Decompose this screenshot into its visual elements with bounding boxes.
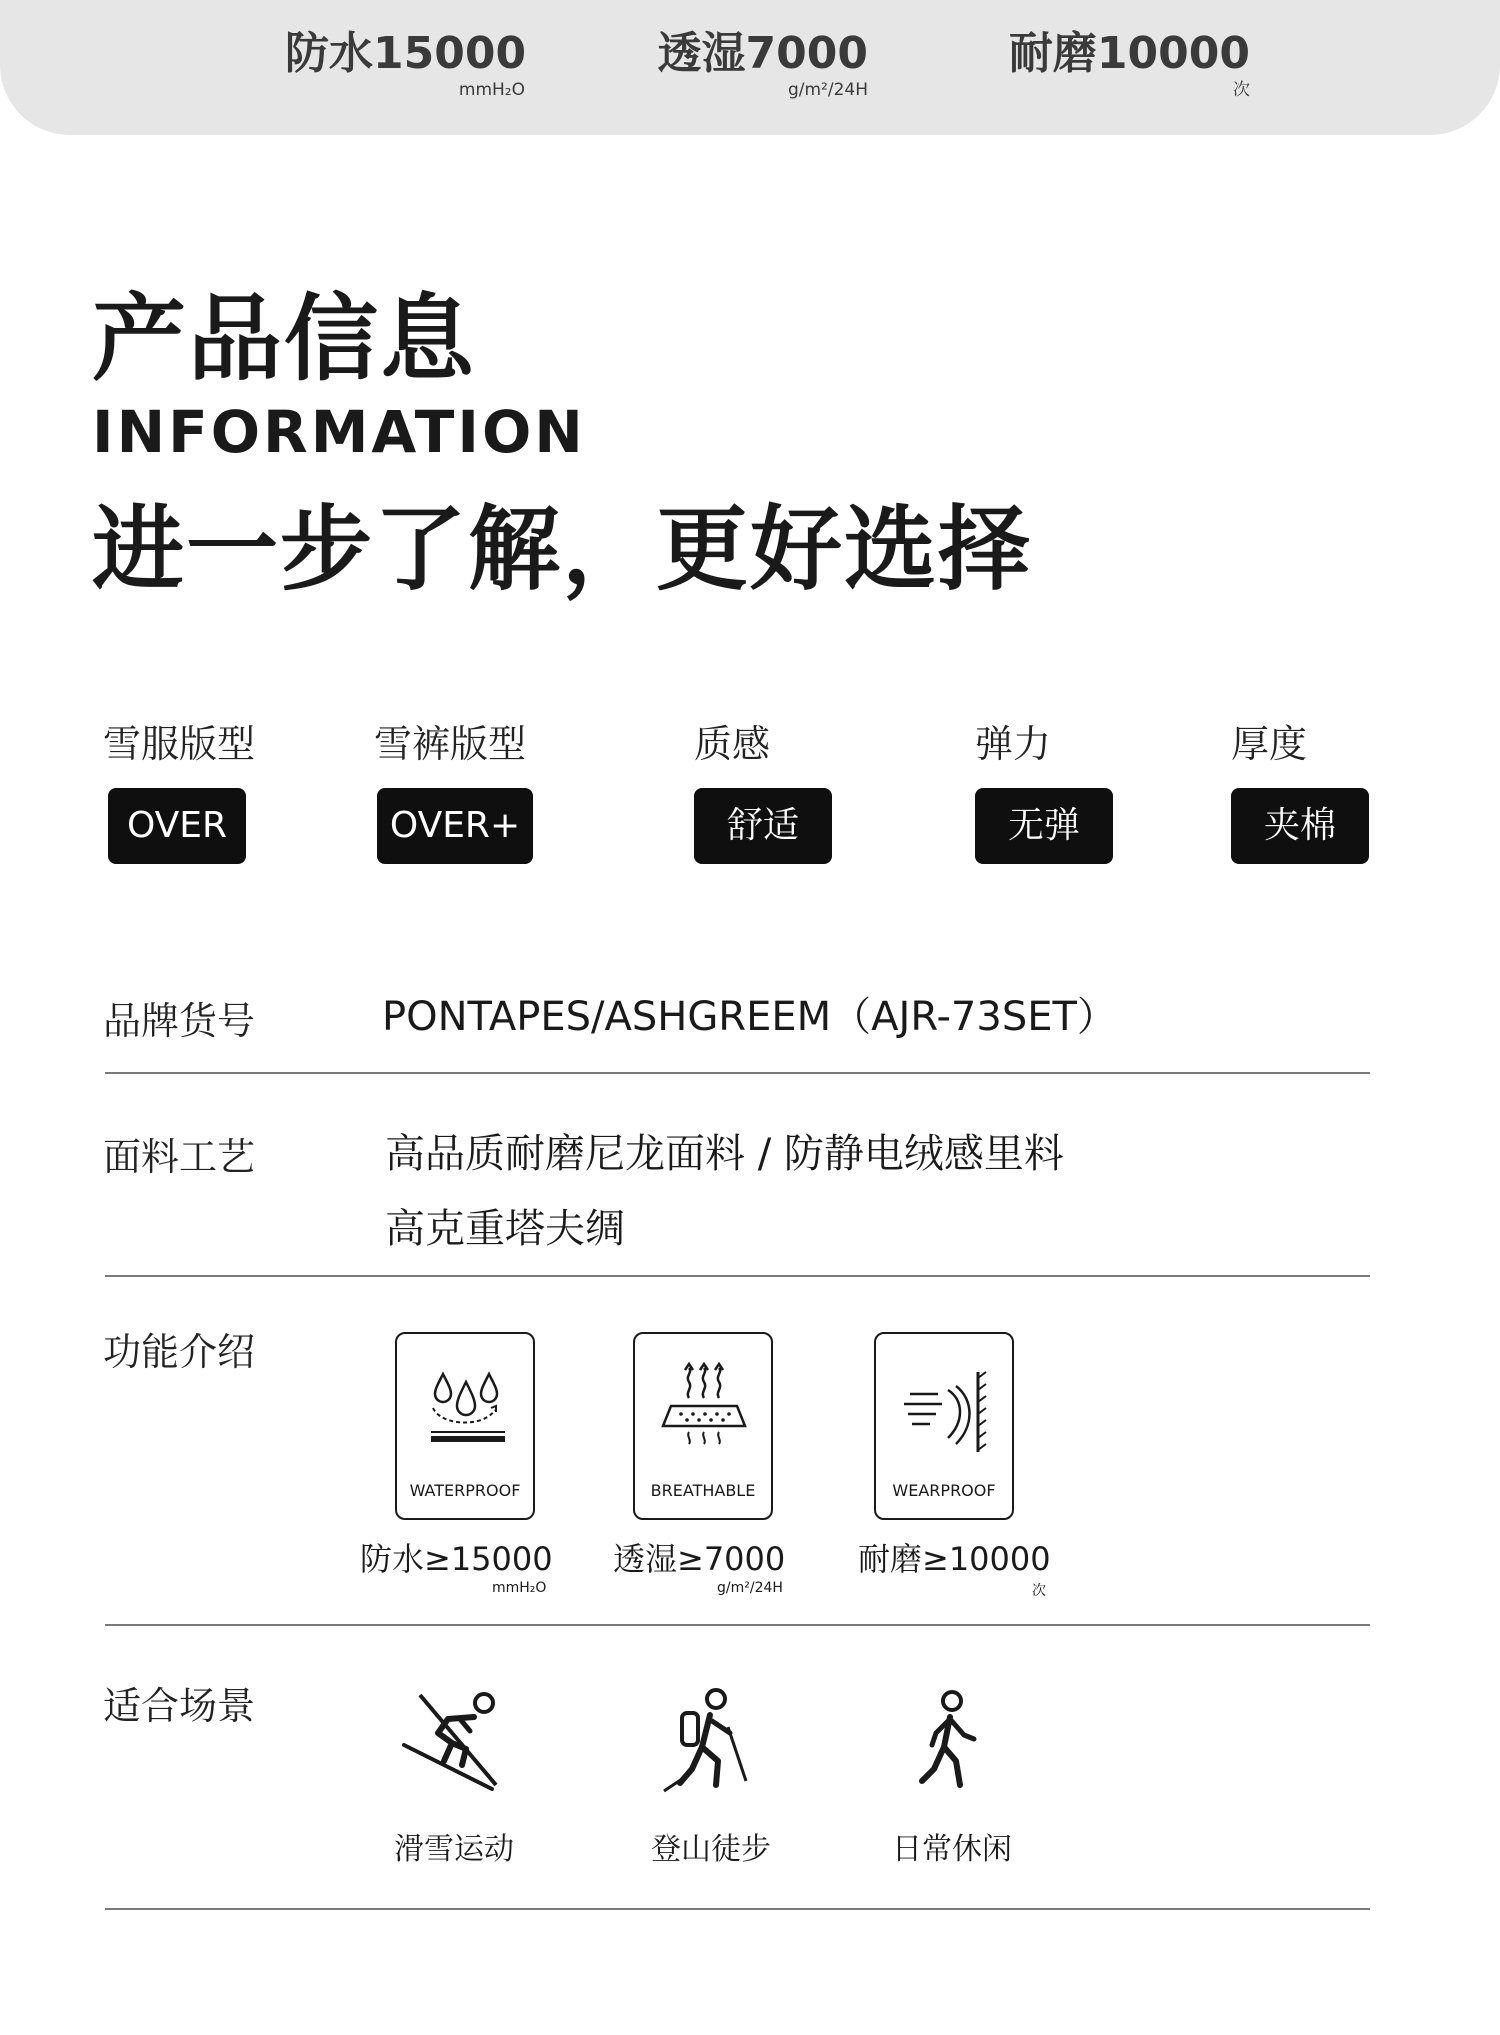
divider — [105, 1072, 1370, 1074]
attribute-badge: OVER — [108, 788, 246, 864]
divider — [105, 1908, 1370, 1910]
scene-label: 登山徒步 — [651, 1832, 771, 1867]
feature-value: 防水≥15000 — [360, 1540, 553, 1578]
attribute-label: 质感 — [694, 722, 771, 766]
banner-stat-unit: g/m²/24H — [787, 80, 868, 100]
feature-value: 透湿≥7000 — [613, 1540, 786, 1578]
fabric-label: 面料工艺 — [103, 1135, 256, 1179]
banner-stat-value: 透湿7000 — [657, 28, 868, 79]
feature-unit: g/m²/24H — [717, 1580, 783, 1596]
feature-caption: WATERPROOF — [409, 1481, 521, 1500]
attribute-label: 雪服版型 — [103, 722, 256, 766]
attribute-badge: OVER+ — [377, 788, 533, 864]
banner-stat-breathable — [640, 28, 868, 100]
attribute-label: 雪裤版型 — [374, 722, 527, 766]
banner-stat-unit: mmH₂O — [458, 80, 525, 100]
sku-value: PONTAPES/ASHGREEM（AJR-73SET） — [382, 994, 1117, 1040]
attribute-badge: 无弹 — [975, 788, 1113, 864]
feature-caption: BREATHABLE — [650, 1481, 756, 1500]
scene-label: 日常休闲 — [892, 1832, 1012, 1867]
banner-stat-unit: 次 — [1233, 80, 1250, 100]
banner-stat-waterproof — [285, 28, 525, 100]
hiking-icon — [660, 1685, 760, 1795]
divider — [105, 1275, 1370, 1277]
scene-label: 滑雪运动 — [394, 1832, 514, 1867]
scenes-label: 适合场景 — [103, 1684, 256, 1728]
feature-unit: mmH₂O — [492, 1580, 547, 1596]
banner-stat-wearproof — [1000, 28, 1250, 100]
breathable-icon — [649, 1352, 759, 1472]
function-label: 功能介绍 — [103, 1330, 256, 1374]
feature-card-wearproof — [874, 1332, 1014, 1520]
wearproof-icon — [890, 1352, 1000, 1472]
page-title: 产品信息 — [92, 285, 477, 394]
waterproof-icon — [411, 1352, 521, 1472]
attribute-label: 弹力 — [975, 722, 1052, 766]
feature-value: 耐磨≥10000 — [858, 1540, 1051, 1578]
walking-icon — [910, 1685, 990, 1795]
feature-caption: WEARPROOF — [892, 1481, 996, 1500]
sku-label: 品牌货号 — [103, 999, 256, 1043]
fabric-value-line2: 高克重塔夫绸 — [385, 1206, 625, 1252]
fabric-value-line1: 高品质耐磨尼龙面料 / 防静电绒感里料 — [385, 1131, 1064, 1177]
feature-unit: 次 — [1032, 1583, 1046, 1599]
attribute-jacket-fit — [103, 720, 256, 846]
attribute-label: 厚度 — [1231, 722, 1308, 766]
attribute-thickness — [1231, 720, 1336, 846]
page-title-english: INFORMATION — [92, 398, 586, 466]
feature-card-breathable — [633, 1332, 773, 1520]
attribute-pants-fit — [374, 720, 527, 846]
feature-card-waterproof — [395, 1332, 535, 1520]
attribute-texture — [694, 720, 799, 846]
attribute-badge: 夹棉 — [1231, 788, 1369, 864]
divider — [105, 1624, 1370, 1626]
banner-stat-value: 防水15000 — [285, 28, 527, 79]
attribute-badge: 舒适 — [694, 788, 832, 864]
banner-stat-value: 耐磨10000 — [1008, 28, 1250, 79]
page-subtitle: 进一步了解，更好选择 — [92, 496, 1033, 603]
skiing-icon — [400, 1685, 500, 1795]
spec-banner — [0, 0, 1500, 135]
attribute-elasticity — [975, 720, 1080, 846]
